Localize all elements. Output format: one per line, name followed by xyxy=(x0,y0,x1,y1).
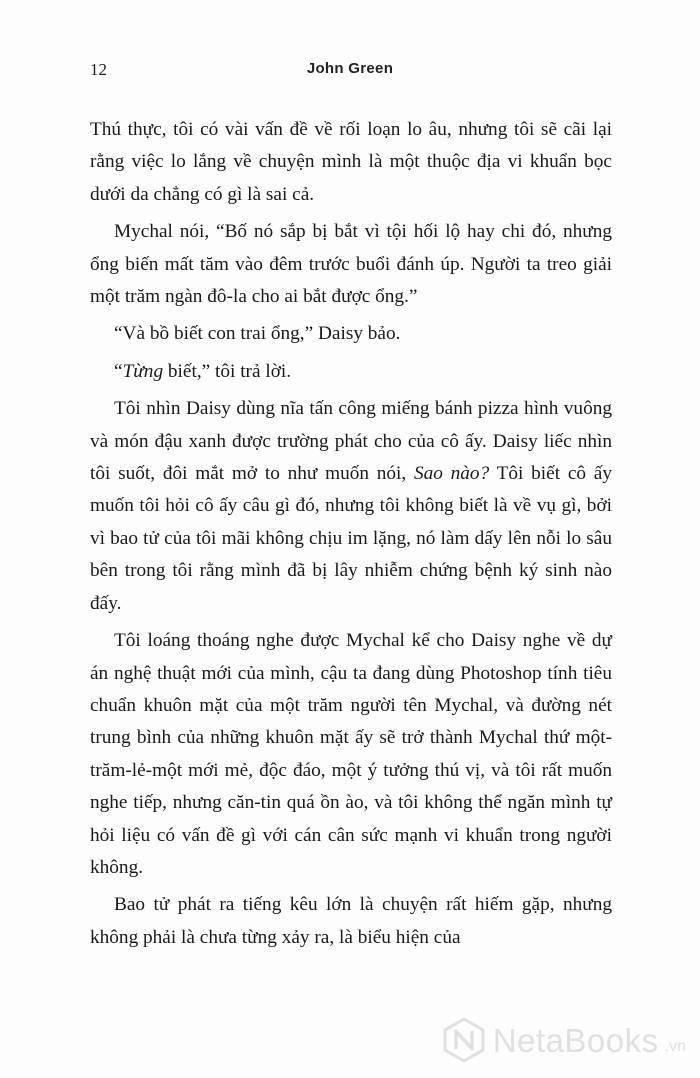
paragraph-5 xyxy=(90,393,612,620)
running-head-author: John Green xyxy=(306,60,394,77)
watermark-suffix: .vn xyxy=(664,1038,686,1055)
netabooks-watermark xyxy=(441,1014,686,1066)
paragraph-5-pre: Tôi nhìn Daisy dùng nĩa tấn công miếng bánh pizza hình vuông và món đậu xanh được trường phát cho của cô ấy. Daisy liếc nhìn tôi suốt, đôi mắt mở to như muốn nói, xyxy=(90,398,612,485)
watermark-brand: NetaBooks xyxy=(492,1021,659,1059)
paragraph-2: Mychal nói, “Bố nó sắp bị bắt vì tội hối lộ hay chi đó, nhưng ổng biến mất tăm vào đêm trước buổi đánh úp. Người ta treo giải một trăm ngàn đô-la cho ai bắt được ổng.” xyxy=(90,221,612,308)
page-header xyxy=(90,60,610,88)
paragraph-4 xyxy=(90,356,612,388)
paragraph-4-post: biết,” tôi trả lời. xyxy=(163,360,292,382)
paragraph-5-post: Tôi biết cô ấy muốn tôi hỏi cô ấy câu gì đó, nhưng tôi không biết là về vụ gì, bởi vì bao tử của tôi mãi không chịu im lặng, nó làm dấy lên nỗi lo sâu bên trong tôi rằng mình đã bị lây nhiễm chứng bệnh ký sinh nào đấy. xyxy=(90,463,612,614)
paragraph-6: Tôi loáng thoáng nghe được Mychal kể cho Daisy nghe về dự án nghệ thuật mới của mình, cậu ta đang dùng Photoshop tính tiêu chuẩn khuôn mặt của một trăm người tên Mychal, và đường nét trung bình của những khuôn mặt ấy sẽ trở thành Mychal thứ một-trăm-lẻ-một mới mẻ, độc đáo, một ý tưởng thú vị, và tôi rất muốn nghe tiếp, nhưng căn-tin quá ồn ào, và tôi không thể ngăn mình tự hỏi liệu có vấn đề gì với cán cân sức mạnh vi khuẩn trong người không. xyxy=(90,630,612,878)
paragraph-1: Thú thực, tôi có vài vấn đề về rối loạn lo âu, nhưng tôi sẽ cãi lại rằng việc lo lắng về chuyện mình là một thuộc địa vi khuẩn bọc dưới da chẳng có gì là sai cả. xyxy=(90,119,612,205)
paragraph-4-pre: “ xyxy=(114,360,123,382)
paragraph-7: Bao tử phát ra tiếng kêu lớn là chuyện rất hiếm gặp, nhưng không phải là chưa từng xảy ra, là biểu hiện của xyxy=(90,894,612,948)
paragraph-3: “Và bồ biết con trai ổng,” Daisy bảo. xyxy=(114,323,401,345)
paragraph-5-italic: Sao nào? xyxy=(413,463,490,485)
paragraph-4-italic: Từng xyxy=(122,360,164,382)
netabooks-logo-icon xyxy=(441,1017,487,1063)
page-number: 12 xyxy=(90,60,107,79)
body-text xyxy=(90,114,612,959)
